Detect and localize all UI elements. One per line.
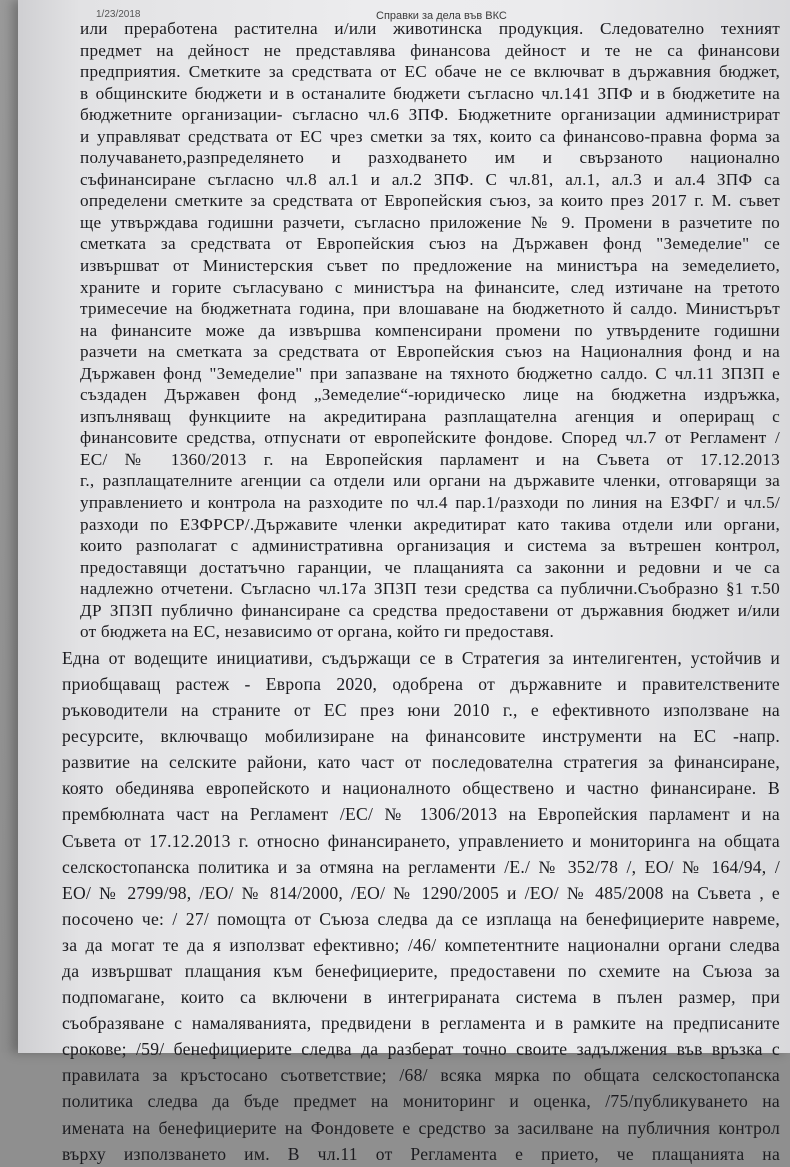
- text-line: управлението и контрола на разходите по чл.4 пар.1/разходи по линия на ЕЗФГ/ и чл.5/: [80, 493, 780, 513]
- paragraph-1: [80, 18, 780, 643]
- text-line: политика следва да бъде предмет на мониторинг и оценка, /75/публикуването на: [62, 1091, 780, 1112]
- text-line: получаването,разпределянето и разходването им и свързаното национално: [80, 148, 780, 168]
- text-line: от бюджета на ЕС, независимо от органа, който ги предоставя.: [80, 622, 555, 642]
- text-line: г., разплащателните агенции са отдели или органи на държавите членки, отговарящи за: [80, 471, 780, 491]
- paragraph-2: [62, 645, 780, 1167]
- header-title: Справки за дела във ВКС: [376, 10, 507, 22]
- text-line: за да могат те да я използват ефективно; /46/ компетентните национални органи следва: [62, 934, 780, 955]
- text-line: създаден Държавен фонд „Земеделие“-юридическо лице на бюджетна издръжка,: [80, 385, 780, 405]
- text-line: приобщаващ растеж - Европа 2020, одобрена от държавните и правителствените: [62, 673, 780, 694]
- text-line: подпомагане, които са включени в интегрираната система в пълен размер, при: [62, 987, 780, 1008]
- text-line: посочено че: / 27/ помощта от Съюза следва да се изплаща на бенефициерите навреме,: [62, 908, 780, 929]
- text-line: в общинските бюджети и в останалите бюджети съгласно чл.141 ЗПФ и в бюджетите на: [80, 83, 780, 103]
- text-line: предоставящи достатъчно гаранции, че плащанията са законни и редовни и че са: [80, 557, 780, 577]
- text-line: бюджетните организации- съгласно чл.6 ЗПФ. Бюджетните организации администрират: [80, 105, 780, 125]
- text-line: или преработена растителна и/или животинска продукция. Следователно техният: [80, 19, 780, 38]
- text-line: сметката за средствата от Европейския съюз на Държавен фонд "Земеделие" се: [80, 234, 780, 254]
- text-line: Държавен фонд "Земеделие" при запазване на тяхното бюджетно салдо. С чл.11 ЗПЗП е: [80, 363, 780, 383]
- document-body: [62, 18, 780, 1167]
- text-line: извършват от Министерския съвет по предложение на министъра на земеделието,: [80, 256, 780, 276]
- text-line: имената на бенефициерите на Фондовете е средство за засилване на публичния контрол: [62, 1117, 780, 1138]
- text-line: определени сметките за средствата от Европейския съюз, за които през 2017 г. М. съвет: [80, 191, 780, 211]
- header-date: 1/23/2018: [96, 9, 141, 20]
- text-line: съфинансиране съгласно чл.8 ал.1 и ал.2 ЗПФ. С чл.81, ал.1, ал.3 и ал.4 ЗПФ са: [80, 169, 780, 189]
- text-line: да извършват плащания към бенефициерите, предоставени по схемите на Съюза за: [62, 960, 780, 981]
- text-line: Една от водещите инициативи, съдържащи се в Стратегия за интелигентен, устойчив и: [62, 647, 780, 668]
- text-line: храните и горите съгласувано с министъра на финансите, след изтичане на третото: [80, 277, 780, 297]
- text-line: развитие на селските райони, като част от последователна стратегия за финансиране,: [62, 752, 780, 773]
- text-line: ръководители на страните от ЕС през юни 2010 г., е ефективното използване на: [62, 700, 780, 721]
- text-line: ресурсите, включващо мобилизиране на финансовите инструменти на ЕС -напр.: [62, 726, 780, 747]
- text-line: изпълняващ функциите на акредитирана разплащателна агенция и опериращ с: [80, 406, 780, 426]
- text-line: Съвета от 17.12.2013 г. относно финансирането, управлението и мониторинга на общата: [62, 830, 780, 851]
- text-line: надлежно отчетени. Съгласно чл.17а ЗПЗП тези средства са публични.Съобразно §1 т.50: [80, 579, 780, 599]
- text-line: разходи по ЕЗФРСР/.Държавите членки акредитират като такива отдели или органи,: [80, 514, 780, 534]
- text-line: върху използването им. В чл.11 от Регламента е прието, че плащанията на: [62, 1143, 780, 1164]
- text-line: предприятия. Сметките за средствата от ЕС обаче не се включват в държавния бюджет,: [80, 62, 780, 82]
- text-line: съобразяване с намаляванията, предвидени в регламента и в рамките на предписаните: [62, 1013, 780, 1034]
- text-line: разчети на сметката за средствата от Европейския съюз на Националния фонд и на: [80, 342, 780, 362]
- paper-sheet: [18, 0, 790, 1164]
- text-line: предмет на дейност не представлява финансова дейност и те не са финансови: [80, 40, 780, 60]
- text-line: ЕС/ № 1360/2013 г. на Европейския парламент и на Съвета от 17.12.2013: [80, 449, 780, 469]
- text-line: селскостопанска политика и за отмяна на регламенти /Е./ № 352/78 /, ЕО/ № 164/94, /: [62, 856, 780, 877]
- text-line: ЕО/ № 2799/98, /ЕО/ № 814/2000, /ЕО/ № 1290/2005 и /ЕО/ № 485/2008 на Съвета , е: [62, 882, 780, 903]
- text-line: ще утвърждава годишни разчети, съгласно приложение № 9. Промени в разчетите по: [80, 212, 780, 232]
- text-line: прембюлната част на Регламент /ЕС/ № 1306/2013 на Европейския парламент и на: [62, 804, 780, 825]
- text-line: финансовите средства, отпуснати от европейските фондове. Според чл.7 от Регламент /: [80, 428, 780, 448]
- text-line: срокове; /59/ бенефициерите следва да разберат точно своите задължения във връзка с: [62, 1039, 780, 1060]
- text-line: тримесечие на бюджетната година, при влошаване на бюджетното й салдо. Министърът: [80, 299, 780, 319]
- text-line: ДР ЗПЗП публично финансиране са средства предоставени от държавния бюджет и/или: [80, 600, 780, 620]
- text-line: на финансите може да извършва компенсирани промени по утвърдените годишни: [80, 320, 780, 340]
- text-line: правилата за кръстосано съответствие; /68/ всяка мярка по общата селскостопанска: [62, 1065, 780, 1086]
- text-line: и управляват средствата от ЕС чрез сметки за тях, които са финансово-правна форма за: [80, 126, 780, 146]
- text-line: които разполагат с административна организация и система за вътрешен контрол,: [80, 536, 780, 556]
- text-line: която обединява европейското и националното обществено и частно финансиране. В: [62, 778, 780, 799]
